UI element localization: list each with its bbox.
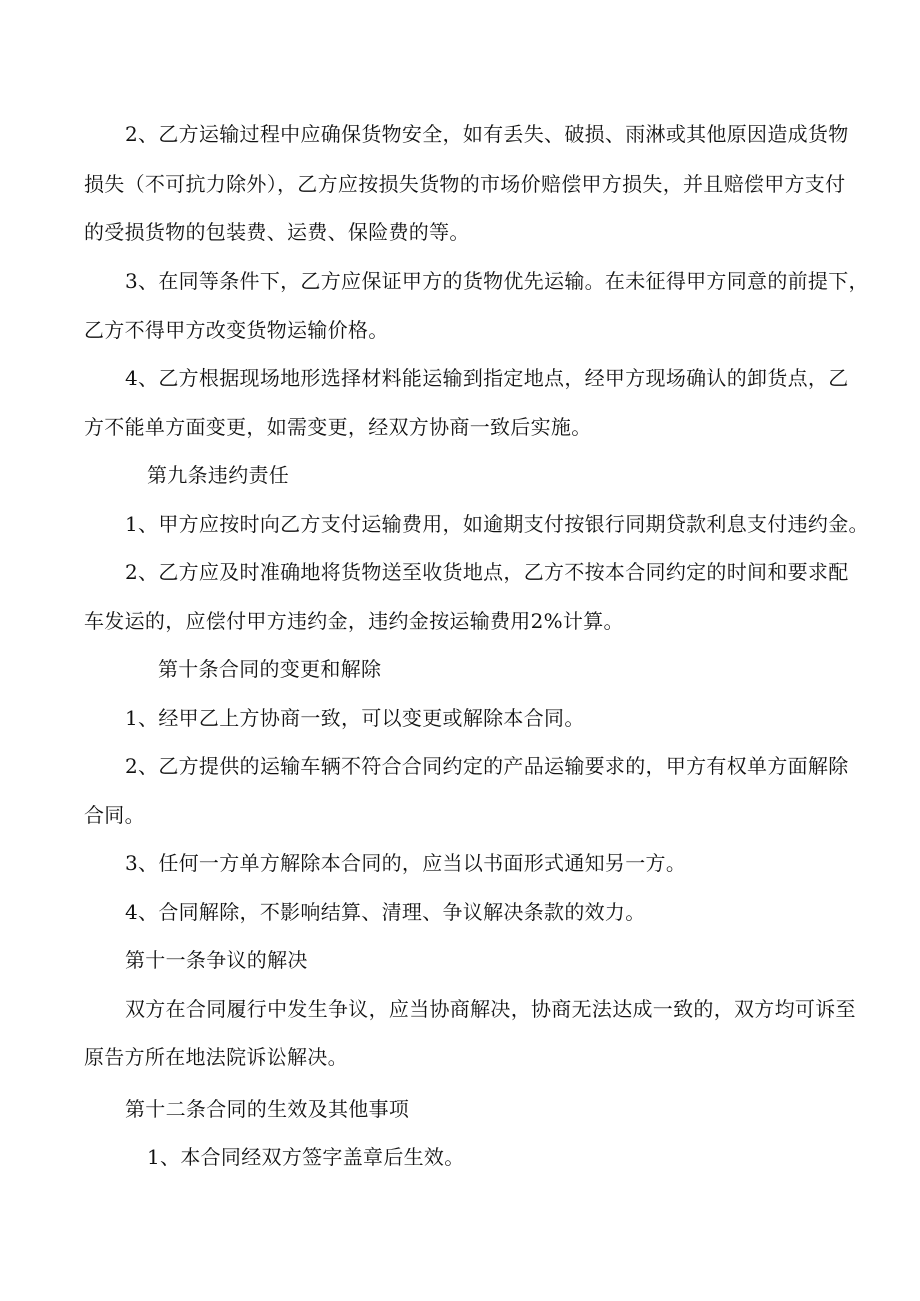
paragraph-line: 原告方所在地法院诉讼解决。 (84, 1045, 348, 1069)
paragraph-line: 3、在同等条件下，乙方应保证甲方的货物优先运输。在未征得甲方同意的前提下， (125, 269, 869, 293)
paragraph-line: 4、乙方根据现场地形选择材料能运输到指定地点，经甲方现场确认的卸货点，乙 (125, 366, 849, 390)
paragraph-line: 1、甲方应按时向乙方支付运输费用，如逾期支付按银行同期贷款利息支付违约金。 (125, 512, 869, 536)
section-heading-clause-12: 第十二条合同的生效及其他事项 (125, 1097, 410, 1121)
paragraph-line: 3、任何一方单方解除本合同的，应当以书面形式通知另一方。 (125, 851, 687, 875)
paragraph-line: 2、乙方应及时准确地将货物送至收货地点，乙方不按本合同约定的时间和要求配 (125, 560, 849, 584)
paragraph-line: 4、合同解除，不影响结算、清理、争议解决条款的效力。 (125, 900, 646, 924)
paragraph-line: 方不能单方面变更，如需变更，经双方协商一致后实施。 (84, 415, 592, 439)
paragraph-line: 2、乙方运输过程中应确保货物安全，如有丢失、破损、雨淋或其他原因造成货物 (125, 122, 849, 146)
paragraph-line: 1、经甲乙上方协商一致，可以变更或解除本合同。 (125, 706, 585, 730)
paragraph-line: 损失（不可抗力除外），乙方应按损失货物的市场价赔偿甲方损失，并且赔偿甲方支付 (84, 172, 846, 196)
paragraph-line: 的受损货物的包装费、运费、保险费的等。 (84, 220, 470, 244)
section-heading-clause-11: 第十一条争议的解决 (125, 948, 308, 972)
section-heading-clause-10: 第十条合同的变更和解除 (158, 657, 382, 681)
paragraph-line: 合同。 (84, 803, 145, 827)
paragraph-line: 双方在合同履行中发生争议，应当协商解决，协商无法达成一致的，双方均可诉至 (125, 997, 856, 1021)
paragraph-line: 1、本合同经双方签字盖章后生效。 (147, 1145, 465, 1169)
paragraph-line: 2、乙方提供的运输车辆不符合合同约定的产品运输要求的，甲方有权单方面解除 (125, 754, 849, 778)
paragraph-line: 车发运的，应偿付甲方违约金，违约金按运输费用2%计算。 (84, 609, 624, 633)
paragraph-line: 乙方不得甲方改变货物运输价格。 (84, 318, 389, 342)
section-heading-clause-9: 第九条违约责任 (147, 463, 290, 487)
